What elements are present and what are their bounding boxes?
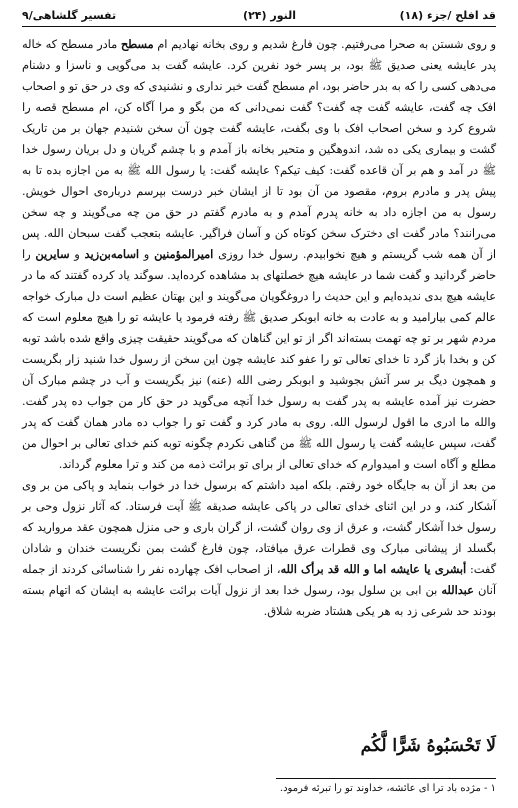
- name-abdullah: عبدالله: [441, 583, 474, 597]
- name-mistah: مسطح: [120, 37, 154, 51]
- name-others: سایرین: [35, 247, 70, 261]
- header-part-volume: قد افلح /جزء (۱۸): [399, 9, 496, 22]
- name-amir-al-muminin: امیرالمؤمنین: [154, 247, 214, 261]
- page-header: [22, 6, 496, 26]
- footnote-rule: [276, 778, 496, 779]
- header-surah: النور (۲۴): [243, 9, 296, 22]
- header-book-title: تفسیر گلشاهی/۹: [22, 9, 117, 22]
- footnote: ١ - مژده باد ترا ای عائشه، خداوند تو را تبرئه فرمود.: [279, 783, 496, 794]
- paragraph-1: و روی شستن به صحرا می‌رفتیم. چون فارغ شدیم و روی بخانه نهادیم ام مسطح مادر مسطح که خاله پدر عایشه یعنی صدیق ﷺ بود، بر پسر خود نفرین کرد. عایشه گفت بد می‌گویی و ناسزا و دشنام می‌دهی کسی را که به بدر حاضر بود، ام مسطح گفت خبر نداری و نشنیدی که وی در حق تو و اصحاب افک چه گفت، عایشه گفت چه گفت؟ گفت نمی‌دانی که من بگو و مرا آگاه کن، ام مسطح قصه را شروع کرد و سخن اصحاب افک با وی بگفت، عایشه گفت چون آن سخن شنیدم جهان بر من تاریک گشت و بیماری یکی ده شد، اندوهگین و متحیر بخانه باز آمدم و با چشم گریان و دل بریان رسول خدا ﷺ در آمد و هم بر آن قاعده گفت: کیف تیکم؟ عایشه گفت: یا رسول الله ﷺ به من اجازه بده تا به پیش پدر و مادرم بروم، مقصود من آن بود تا از ایشان خبر درست بپرسم درباره‌ی احوال خویش. رسول به من اجازه داد به خانه پدرم آمدم و به مادرم گفتم در حق من چه می‌گویند و چه سخن می‌رانند؟ مادر گفت ای دخترک سخن کوتاه کن و آسان فراگیر. عایشه بتعجب گفت سبحان الله. پس از آن همه شب گریستم و هیچ نخوابیدم. رسول خدا روزی امیرالمؤمنین و اسامه‌بن‌زید و سایرین را حاضر گردانید و گفت شما در عایشه هیچ خصلتهای بد مشاهده کرده‌اید. سوگند یاد کرده گفتند که ما در عایشه هیچ بدی ندیده‌ایم و این حدیث را دروغگویان می‌گویند و این بهتان عظیم است دل مبارک خواجه عالم کمی بیارامید و به عادت به خانه ابوبکر صدیق ﷺ رفته فرمود یا عایشه تو را هیچ معلوم است که مردم شهر بر تو چه تهمت بسته‌اند اگر از تو این گناهان که می‌گویند حقیقت چیزی واقع شده باشد توبه کن و بخدا باز گرد تا خدای تعالی تو را عفو کند عایشه چون این سخن از رسول خدا شنید زار بگریست و همچون دیگ بر سر آتش بجوشید و ابوبکر رضی الله (عنه) نیز بگریست و آب در چشم مبارک آن حضرت نیز آمده عایشه به پدر گفت به رسول خدا آنچه می‌گوید در حق کار من جواب ده پدر گفت. والله ما ادری ما اقول لرسول الله. روی به مادر کرد و گفت تو را جواب ده مادر همان گفت که پدر گفت، سپس عایشه گفت یا رسول الله ﷺ من گناهی نکردم چگونه توبه کنم خدای تعالی بر احوال من مطلع و آگاه است و امیدوارم که خدای تعالی از برای تو برائت ذمه من کند و ترا معلوم گرداند.: [22, 37, 497, 471]
- header-rule: [22, 26, 496, 27]
- body-text: [22, 34, 496, 622]
- quran-verse: لَا تَحْسَبُوهُ شَرًّا لَّكُم: [360, 736, 496, 756]
- quote-abshiri: أبشری یا عایشه اما و الله قد برأک الله: [280, 562, 467, 576]
- name-usama: اسامه‌بن‌زید: [84, 247, 139, 261]
- paragraph-2: من بعد از آن به جایگاه خود رفتم. بلکه امید داشتم که برسول خدا در خواب بنماید و پاکی من بر وی آشکار کند، و در این اثنای خدای تعالی در پاکی عایشه صدیقه ﷺ آیت فرستاد. که آثار نزول وحی بر رسول خدا آشکار گشت، و عرق از وی روان گشت، از گران باری و حی منزل همچون عقد مروارید که بگسلد از پیشانی مبارک وی قطرات عرق میافتاد، چون فارغ گشت بمن نگریست خندان و شادان گفت: أبشری یا عایشه اما و الله قد برأک الله، از اصحاب افک چهارده نفر را شناسائی کردند از جمله آنان عبدالله بن ابی بن سلول بود، رسول خدا بعد از نزول آیات برائت عایشه به ایشان که اتهام بسته بودند حد شرعی زد به هر یکی هشتاد ضربه شلاق.: [22, 479, 496, 618]
